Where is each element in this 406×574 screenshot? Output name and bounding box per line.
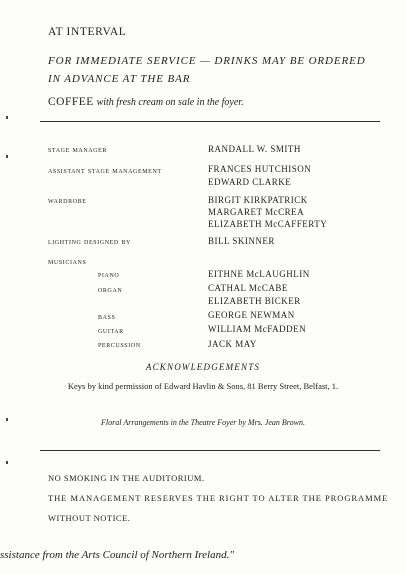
instrument-organ: organ [98,285,123,294]
name-wardrobe-2: MARGARET McCREA [208,207,305,217]
name-organ-1: CATHAL McCABE [208,283,288,293]
divider-top [40,121,380,122]
divider-bottom [40,450,380,451]
name-asm-1: FRANCES HUTCHISON [208,164,312,174]
notice-no-smoking: NO SMOKING IN THE AUDITORIUM. [48,473,205,483]
role-assistant-stage-management: assistant stage management [48,166,162,175]
role-wardrobe: wardrobe [48,196,87,205]
coffee-caps: COFFEE [48,96,94,108]
name-percussion: JACK MAY [208,339,257,349]
name-guitar: WILLIAM McFADDEN [208,324,307,334]
service-line-2: IN ADVANCE AT THE BAR [48,73,191,85]
coffee-rest: with fresh cream on sale in the foyer. [96,97,244,108]
coffee-line [48,96,244,108]
margin-mark [6,155,8,158]
instrument-bass: bass [98,312,116,321]
name-wardrobe-3: ELIZABETH McCAFFERTY [208,219,328,229]
margin-mark [6,116,8,119]
acknowledgements-keys: Keys by kind permission of Edward Havlin & Sons, 81 Berry Street, Belfast, 1. [67,381,339,391]
acknowledgements-floral: Floral Arrangements in the Theatre Foyer by Mrs. Jean Brown. [101,418,305,427]
name-organ-2: ELIZABETH BICKER [208,296,301,306]
instrument-piano: piano [98,270,120,279]
name-asm-2: EDWARD CLARKE [208,177,292,187]
instrument-percussion: percussion [98,340,141,349]
arts-council-credit: ssistance from the Arts Council of Northern Ireland." [0,549,234,561]
name-bass: GEORGE NEWMAN [208,310,295,320]
acknowledgements-title: ACKNOWLEDGEMENTS [145,362,261,372]
service-line-1: FOR IMMEDIATE SERVICE — DRINKS MAY BE ORDERED [48,55,366,67]
name-wardrobe-1: BIRGIT KIRKPATRICK [208,195,308,205]
role-stage-manager: stage manager [48,145,107,154]
name-lighting: BILL SKINNER [208,236,275,246]
interval-heading: AT INTERVAL [48,26,127,38]
margin-mark [6,418,8,421]
notice-reserve-line-2: WITHOUT NOTICE. [48,513,131,523]
musicians-label: musicians [48,257,87,266]
instrument-guitar: guitar [98,326,124,335]
name-stage-manager: RANDALL W. SMITH [208,144,301,154]
notice-reserve-line-1: THE MANAGEMENT RESERVES THE RIGHT TO ALTER THE PROGRAMME [48,493,389,503]
name-piano: EITHNE McLAUGHLIN [208,269,310,279]
margin-mark [6,461,8,464]
role-lighting: lighting designed by [48,237,131,246]
